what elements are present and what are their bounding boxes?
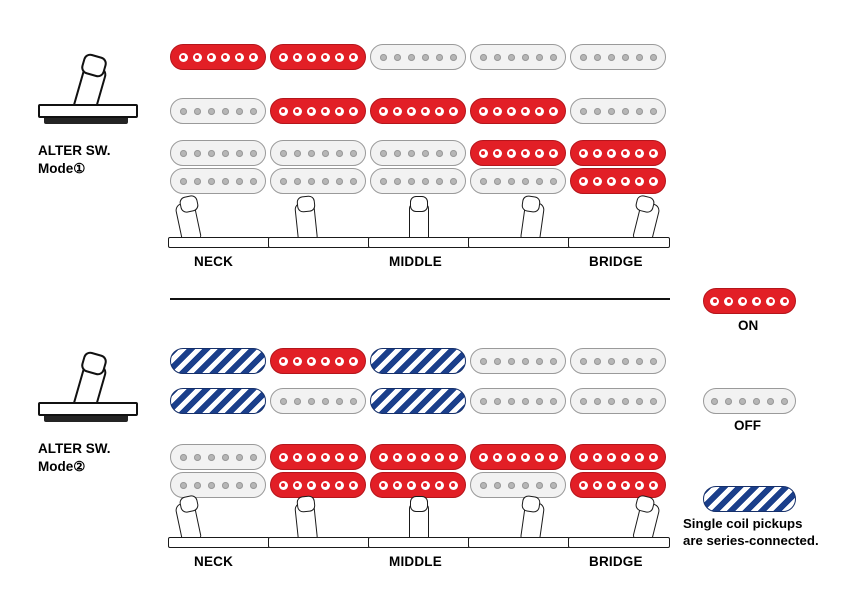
legend-series-note — [683, 515, 839, 549]
legend-series-note-line2: are series-connected. — [683, 533, 819, 548]
selector-switch-m2-p5 — [568, 500, 668, 548]
pickup-m2-r3-c1 — [170, 444, 266, 470]
selector-switch-m2-p2 — [268, 500, 368, 548]
position-label-m1-bridge: BRIDGE — [589, 254, 643, 269]
pickup-m2-r2-c2 — [270, 388, 366, 414]
position-label-m2-bridge: BRIDGE — [589, 554, 643, 569]
pickup-m2-r1-c5 — [570, 348, 666, 374]
pickup-m2-r1-c4 — [470, 348, 566, 374]
switch-plate-shadow — [44, 116, 128, 124]
pickup-m1-r2-c3 — [370, 98, 466, 124]
pickup-m1-r4-c5 — [570, 168, 666, 194]
position-label-m2-neck: NECK — [194, 554, 234, 569]
pickup-m2-r4-c4 — [470, 472, 566, 498]
alter-switch-mode1-label-line2: Mode① — [38, 161, 86, 176]
pickup-m1-r3-c1 — [170, 140, 266, 166]
pickup-m1-r1-c1 — [170, 44, 266, 70]
pickup-m2-r2-c3 — [370, 388, 466, 414]
alter-switch-mode2-label-line2: Mode② — [38, 459, 86, 474]
pickup-m2-r1-c2 — [270, 348, 366, 374]
pickup-m2-r3-c4 — [470, 444, 566, 470]
alter-switch-mode1-label-line1: ALTER SW. — [38, 143, 111, 158]
legend-series-note-line1: Single coil pickups — [683, 516, 803, 531]
alter-switch-mode1-icon — [38, 58, 134, 130]
pickup-m1-r3-c2 — [270, 140, 366, 166]
selector-switch-m1-p5 — [568, 200, 668, 248]
selector-switch-m1-p4 — [468, 200, 568, 248]
pickup-m2-r3-c3 — [370, 444, 466, 470]
selector-switch-m2-p4 — [468, 500, 568, 548]
pickup-m1-r1-c3 — [370, 44, 466, 70]
legend-off-swatch — [703, 388, 796, 414]
selector-switch-m2-p1 — [168, 500, 268, 548]
pickup-m2-r3-c5 — [570, 444, 666, 470]
alter-switch-mode2-label — [38, 440, 111, 476]
selector-switch-m1-p2 — [268, 200, 368, 248]
alter-switch-mode1-label — [38, 142, 111, 178]
pickup-m1-r4-c4 — [470, 168, 566, 194]
legend-series-swatch — [703, 486, 796, 512]
pickup-m2-r1-c1 — [170, 348, 266, 374]
pickup-m2-r1-c3 — [370, 348, 466, 374]
selector-switch-m1-p1 — [168, 200, 268, 248]
pickup-m1-r3-c4 — [470, 140, 566, 166]
pickup-m1-r1-c4 — [470, 44, 566, 70]
pickup-m2-r4-c1 — [170, 472, 266, 498]
pickup-m2-r2-c1 — [170, 388, 266, 414]
position-label-m2-middle: MIDDLE — [389, 554, 442, 569]
pickup-m2-r2-c5 — [570, 388, 666, 414]
pickup-m2-r3-c2 — [270, 444, 366, 470]
pickup-m1-r2-c4 — [470, 98, 566, 124]
selector-switch-m1-p3 — [368, 200, 468, 248]
legend-on-swatch — [703, 288, 796, 314]
pickup-m1-r2-c5 — [570, 98, 666, 124]
alter-switch-mode2-label-line1: ALTER SW. — [38, 441, 111, 456]
pickup-m2-r4-c2 — [270, 472, 366, 498]
switch-plate-shadow — [44, 414, 128, 422]
pickup-m2-r2-c4 — [470, 388, 566, 414]
pickup-m1-r2-c1 — [170, 98, 266, 124]
pickup-m2-r4-c3 — [370, 472, 466, 498]
position-label-m1-middle: MIDDLE — [389, 254, 442, 269]
section-divider — [170, 298, 670, 300]
pickup-m1-r4-c1 — [170, 168, 266, 194]
position-label-m1-neck: NECK — [194, 254, 234, 269]
pickup-m2-r4-c5 — [570, 472, 666, 498]
pickup-m1-r4-c2 — [270, 168, 366, 194]
pickup-m1-r2-c2 — [270, 98, 366, 124]
pickup-m1-r3-c3 — [370, 140, 466, 166]
legend-on-label: ON — [738, 318, 759, 333]
legend-off-label: OFF — [734, 418, 761, 433]
alter-switch-mode2-icon — [38, 356, 134, 428]
pickup-m1-r3-c5 — [570, 140, 666, 166]
pickup-m1-r1-c5 — [570, 44, 666, 70]
selector-switch-m2-p3 — [368, 500, 468, 548]
pickup-m1-r4-c3 — [370, 168, 466, 194]
pickup-m1-r1-c2 — [270, 44, 366, 70]
